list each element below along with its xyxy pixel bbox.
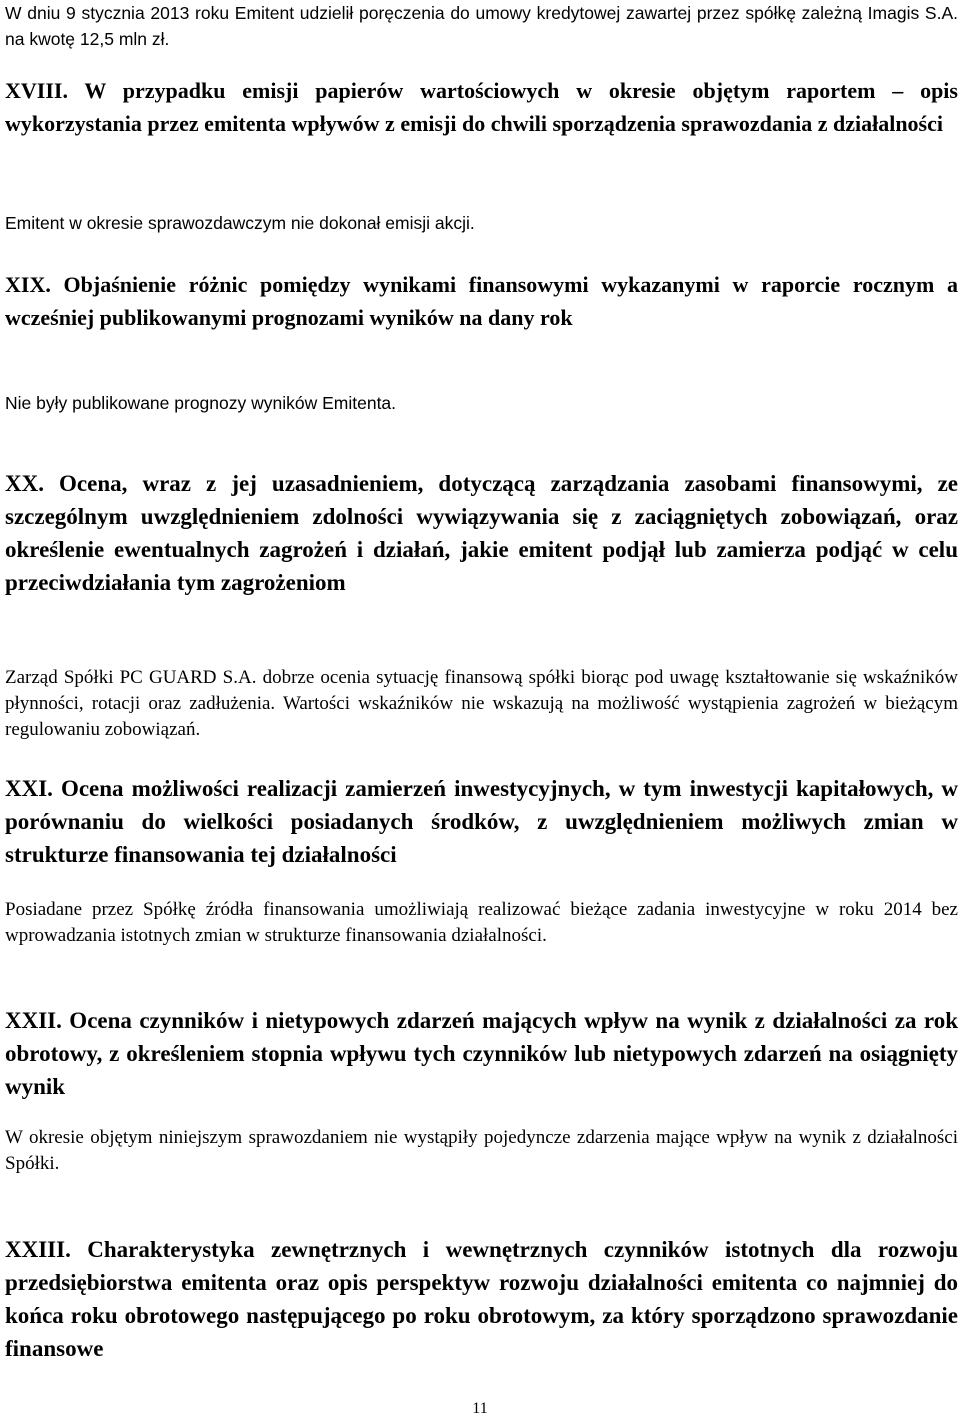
section-heading-xxi: XXI. Ocena możliwości realizacji zamierzeń inwestycyjnych, w tym inwestycji kapitałowych, w porównaniu do wielkości posiadanych środków, z uwzględnieniem możliwych zmian w strukturze finansowania tej działalności bbox=[5, 776, 958, 867]
section-heading-xix: XIX. Objaśnienie różnic pomiędzy wynikami finansowymi wykazanymi w raporcie rocznym a wcześniej publikowanymi prognozami wyników na dany rok bbox=[5, 272, 958, 330]
section-body-xx: Zarząd Spółki PC GUARD S.A. dobrze ocenia sytuację finansową spółki biorąc pod uwagę kształtowanie się wskaźników płynności, rotacji oraz zadłużenia. Wartości wskaźników nie wskazują na możliwość wystąpienia zagrożeń w bieżącym regulowaniu zobowiązań. bbox=[5, 667, 958, 740]
section-heading-xxiii: XXIII. Charakterystyka zewnętrznych i wewnętrznych czynników istotnych dla rozwoju przedsiębiorstwa emitenta oraz opis perspektyw rozwoju działalności emitenta co najmniej do końca roku obrotowego następującego po roku obrotowym, za który sporządzono sprawozdanie finansowe bbox=[5, 1237, 958, 1361]
section-body-xxi: Posiadane przez Spółkę źródła finansowania umożliwiają realizować bieżące zadania inwestycyjne w roku 2014 bez wprowadzania istotnych zmian w strukturze finansowania działalności. bbox=[5, 899, 958, 946]
section-body-xix: Nie były publikowane prognozy wyników Emitenta. bbox=[5, 393, 397, 413]
section-heading-xxii: XXII. Ocena czynników i nietypowych zdarzeń mających wpływ na wynik z działalności za rok obrotowy, z określeniem stopnia wpływu tych czynników lub nietypowych zdarzeń na osiągnięty wynik bbox=[5, 1008, 958, 1099]
section-heading-xx: XX. Ocena, wraz z jej uzasadnieniem, dotyczącą zarządzania zasobami finansowymi, ze szczególnym uwzględnieniem zdolności wywiązywania się z zaciągniętych zobowiązań, oraz określenie ewentualnych zagrożeń i działań, jakie emitent podjął lub zamierza podjąć w celu przeciwdziałania tym zagrożeniom bbox=[5, 471, 958, 595]
section-body-xxii: W okresie objętym niniejszym sprawozdaniem nie wystąpiły pojedyncze zdarzenia mające wpływ na wynik z działalności Spółki. bbox=[5, 1127, 958, 1174]
page-number: 11 bbox=[472, 1400, 488, 1417]
section-body-xviii: Emitent w okresie sprawozdawczym nie dokonał emisji akcji. bbox=[5, 213, 475, 233]
section-heading-xviii: XVIII. W przypadku emisji papierów wartościowych w okresie objętym raportem – opis wykorzystania przez emitenta wpływów z emisji do chwili sporządzenia sprawozdania z działalności bbox=[5, 78, 958, 136]
intro-paragraph: W dniu 9 stycznia 2013 roku Emitent udzielił poręczenia do umowy kredytowej zawartej przez spółkę zależną Imagis S.A. na kwotę 12,5 mln zł. bbox=[5, 3, 958, 49]
